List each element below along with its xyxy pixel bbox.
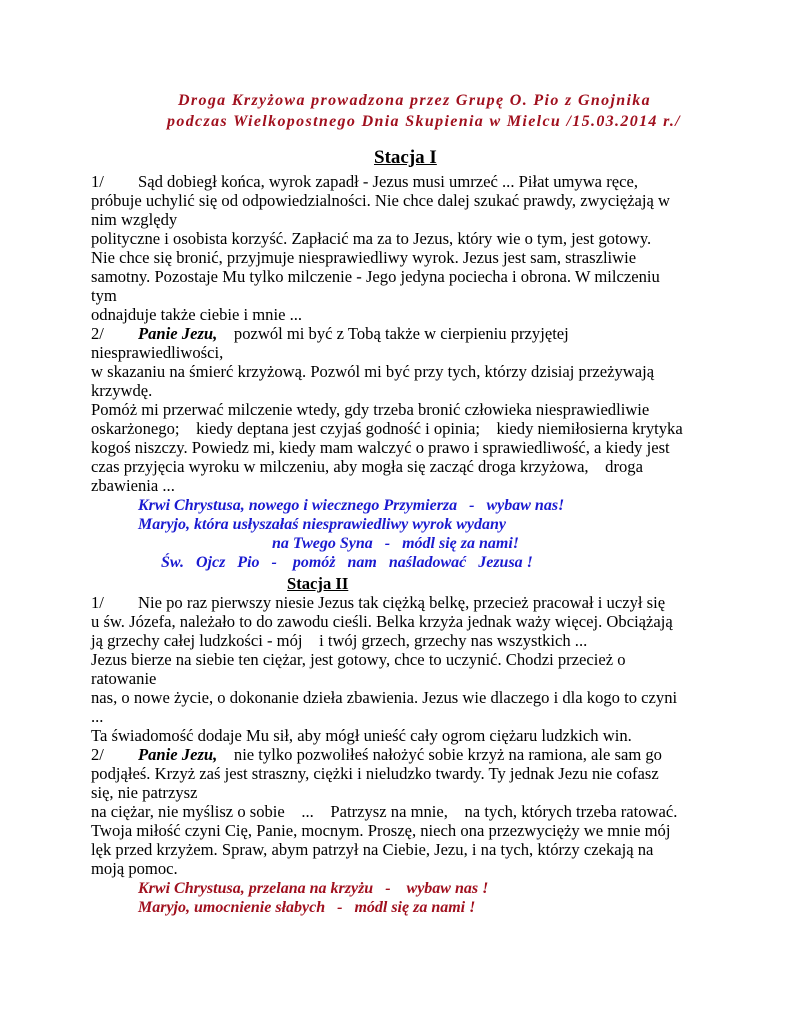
s2-p1-line-3: Jezus bierze na siebie ten ciężar, jest gotowy, chce to uczynić. Chodzi przecież o — [91, 650, 626, 669]
s2-p2-number: 2/ — [91, 745, 104, 764]
s2-p2-line-3: na ciężar, nie myślisz o sobie ... Patrzysz na mnie, na tych, których trzeba ratować. — [91, 802, 678, 821]
s2-p1-line-1: u św. Józefa, należało to do zawodu cieśli. Belka krzyża jednak waży więcej. Obciążają — [91, 612, 673, 631]
s2-prayer-2: Maryjo, umocnienie słabych - módl się za nami ! — [138, 899, 476, 916]
s2-p2-line-6: moją pomoc. — [91, 859, 178, 878]
s2-p2-line-1: podjąłeś. Krzyż zaś jest straszny, ciężki i nieludzko twardy. Ty jednak Jezu nie cofasz — [91, 764, 659, 783]
s1-p1-line-4: Nie chce się bronić, przyjmuje niesprawiedliwy wyrok. Jezus jest sam, straszliwie — [91, 248, 637, 267]
header-line-2: podczas Wielkopostnego Dnia Skupienia w Mielcu /15.03.2014 r./ — [167, 113, 681, 130]
s1-p1-text-0: Sąd dobiegł końca, wyrok zapadł - Jezus musi umrzeć ... Piłat umywa ręce, — [138, 172, 638, 191]
s1-p1-number: 1/ — [91, 172, 104, 191]
station-1-title: Stacja I — [374, 147, 437, 168]
s1-prayer-3: na Twego Syna - módl się za nami! — [272, 535, 519, 552]
s2-p2-first: nie tylko pozwoliłeś nałożyć sobie krzyż na ramiona, ale sam go — [217, 745, 662, 764]
s1-p2-line-2: w skazaniu na śmierć krzyżową. Pozwól mi być przy tych, którzy dzisiaj przeżywają — [91, 362, 655, 381]
s1-p2-line-8: zbawienia ... — [91, 476, 175, 495]
s2-p1-line-5: nas, o nowe życie, o dokonanie dzieła zbawienia. Jezus wie dlaczego i dla kogo to czyni — [91, 688, 678, 707]
s1-prayer-1: Krwi Chrystusa, nowego i wiecznego Przymierza - wybaw nas! — [138, 497, 565, 514]
s2-p1-number: 1/ — [91, 593, 104, 612]
s1-p2-line-6: kogoś niszczy. Powiedz mi, kiedy mam walczyć o prawo i sprawiedliwość, a kiedy jest — [91, 438, 670, 457]
station-2-title: Stacja II — [287, 574, 349, 593]
s1-p1-line-0 — [91, 172, 638, 192]
s2-p1-line-7: Ta świadomość dodaje Mu sił, aby mógł unieść cały ogrom ciężaru ludzkich win. — [91, 726, 632, 745]
s2-prayer-1: Krwi Chrystusa, przelana na krzyżu - wybaw nas ! — [138, 880, 489, 897]
s1-p2-line-5: oskarżonego; kiedy deptana jest czyjaś godność i opinia; kiedy niemiłosierna krytyka — [91, 419, 683, 438]
s1-prayer-4: Św. Ojcz Pio - pomóż nam naśladować Jezusa ! — [161, 554, 533, 571]
s2-p2-line-2: się, nie patrzysz — [91, 783, 198, 802]
s2-p2-lead: Panie Jezu, — [138, 745, 218, 764]
s2-p1-line-6: ... — [91, 707, 104, 726]
s1-p2-line-7: czas przyjęcia wyroku w milczeniu, aby mogła się zacząć droga krzyżowa, droga — [91, 457, 643, 476]
s1-p1-line-7: odnajduje także ciebie i mnie ... — [91, 305, 303, 324]
s2-p1-first: Nie po raz pierwszy niesie Jezus tak ciężką belkę, przecież pracował i uczył się — [138, 593, 666, 612]
s2-p2-line-5: lęk przed krzyżem. Spraw, abym patrzył na Ciebie, Jezu, i na tych, którzy czekają na — [91, 840, 654, 859]
s1-p2-line-1: niesprawiedliwości, — [91, 343, 224, 362]
s1-p1-line-3: polityczne i osobista korzyść. Zapłacić ma za to Jezus, który wie o tym, jest gotowy. — [91, 229, 652, 248]
s1-p2-lead: Panie Jezu, — [138, 324, 218, 343]
s2-p1-line-2: ją grzechy całej ludzkości - mój i twój grzech, grzechy nas wszystkich ... — [91, 631, 588, 650]
s2-p1-line-0 — [91, 593, 665, 613]
s1-p2-number: 2/ — [91, 324, 104, 343]
s2-p2-line-4: Twoja miłość czyni Cię, Panie, mocnym. Proszę, niech ona przezwycięży we mnie mój — [91, 821, 671, 840]
s1-p2-line-4: Pomóż mi przerwać milczenie wtedy, gdy trzeba bronić człowieka niesprawiedliwie — [91, 400, 650, 419]
s2-p2-line-0 — [91, 745, 662, 765]
s1-p2-first: pozwól mi być z Tobą także w cierpieniu przyjętej — [217, 324, 569, 343]
s2-p1-line-4: ratowanie — [91, 669, 157, 688]
s1-p1-line-2: nim względy — [91, 210, 178, 229]
s1-p2-line-0 — [91, 324, 569, 344]
s1-prayer-2: Maryjo, która usłyszałaś niesprawiedliwy wyrok wydany — [138, 516, 507, 533]
s1-p1-line-6: tym — [91, 286, 117, 305]
s1-p1-line-1: próbuje uchylić się od odpowiedzialności. Nie chce dalej szukać prawdy, zwyciężają w — [91, 191, 671, 210]
header-line-1: Droga Krzyżowa prowadzona przez Grupę O. Pio z Gnojnika — [178, 92, 651, 109]
s1-p1-line-5: samotny. Pozostaje Mu tylko milczenie - Jego jedyna pociecha i obrona. W milczeniu — [91, 267, 660, 286]
s1-p2-line-3: krzywdę. — [91, 381, 153, 400]
